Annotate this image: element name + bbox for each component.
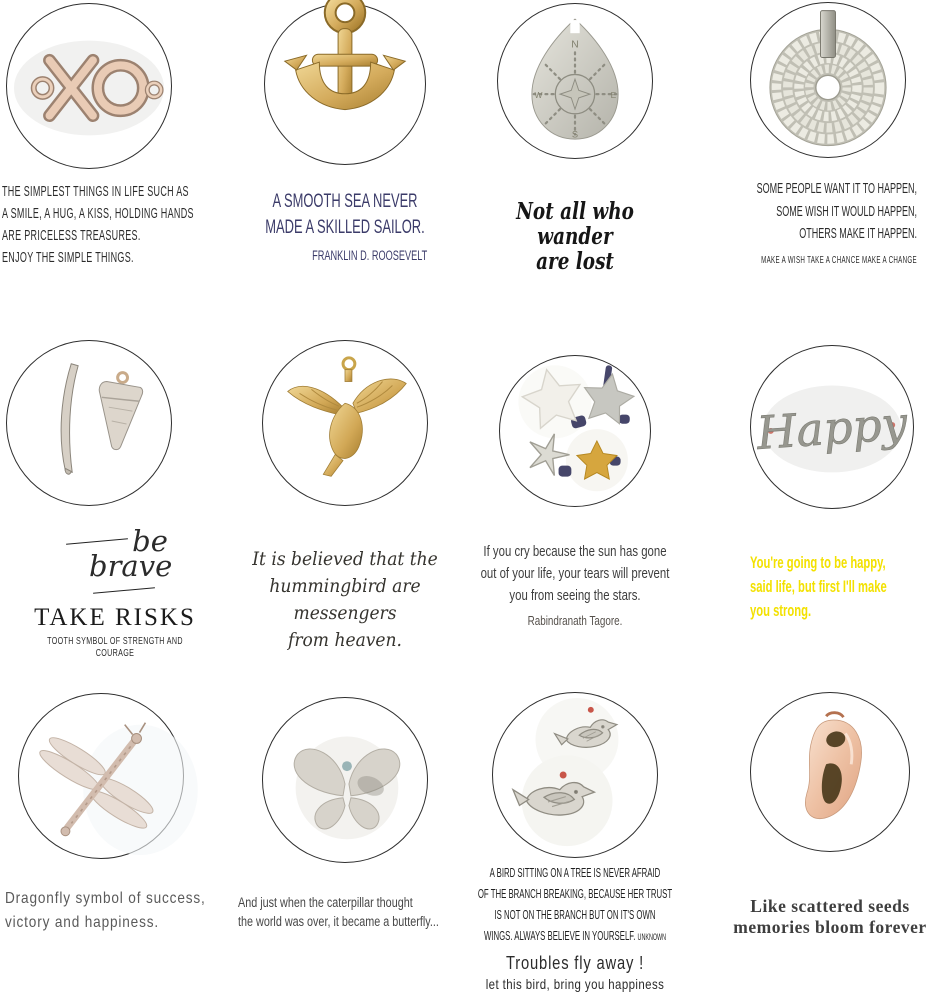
quote-text: A SMOOTH SEA NEVER MADE A SKILLED SAILOR. FRANKLIN D. ROOSEVELT xyxy=(253,189,437,269)
charm-card-dragonfly xyxy=(0,660,230,969)
charm-photo-tusk-tooth[interactable] xyxy=(6,340,172,506)
charm-photo-happy[interactable] xyxy=(750,345,914,509)
quote-attribution: UNKNOWN xyxy=(637,932,666,942)
svg-text:W: W xyxy=(533,89,542,100)
quote-extra-text: Troubles fly away ! let this bird, bring you happiness xyxy=(485,953,664,992)
birds-charm-icon xyxy=(496,696,654,854)
swash-line xyxy=(93,587,155,593)
quote-text: A BIRD SITTING ON A TREE IS NEVER AFRAID OF THE BRANCH BREAKING, BECAUSE HER TRUST IS NOT ON THE BRANCH BUT ON IT'S OWN WINGS. ALWAYS BELIEVE IN YOURSELF. UNKNOWN xyxy=(477,865,672,943)
quote-attribution: Rabindranath Tagore. xyxy=(527,613,622,628)
charm-card-stars xyxy=(460,330,689,660)
charm-photo-xo[interactable] xyxy=(6,3,172,169)
charm-photo-butterfly[interactable] xyxy=(262,697,428,863)
script-word: brave xyxy=(89,554,225,602)
svg-text:Happy: Happy xyxy=(755,396,909,460)
charm-card-mosaic-disc xyxy=(689,0,919,330)
quote-subline: MAKE A WISH TAKE A CHANCE MAKE A CHANGE xyxy=(761,254,917,266)
charm-photo-mosaic-disc[interactable] xyxy=(750,2,906,158)
charm-photo-hummingbird[interactable] xyxy=(262,340,428,506)
quote-text: You're going to be happy, said life, but first I'll make you strong. xyxy=(750,553,887,620)
quote-attribution: FRANKLIN D. ROOSEVELT xyxy=(312,248,428,263)
quote-text: Like scattered seeds memories bloom forever xyxy=(733,896,927,937)
charm-photo-compass[interactable] xyxy=(497,3,653,159)
charm-photo-bean[interactable] xyxy=(750,692,910,852)
charm-card-happy xyxy=(689,330,919,660)
charm-card-xo xyxy=(0,0,230,330)
mosaic-disc-charm-icon xyxy=(753,5,903,155)
svg-text:S: S xyxy=(571,129,578,140)
charm-card-tusk-tooth xyxy=(0,330,230,660)
quote-text: THE SIMPLEST THINGS IN LIFE SUCH AS A SMILE, A HUG, A KISS, HOLDING HANDS ARE PRICELESS TREASURES. ENJOY THE SIMPLE THINGS. xyxy=(2,184,194,266)
charm-card-birds xyxy=(460,660,689,992)
charm-photo-dragonfly[interactable] xyxy=(18,693,184,859)
charm-card-butterfly xyxy=(230,660,460,969)
xo-charm-icon xyxy=(10,7,168,165)
quote-text: Not all who wander are lost xyxy=(515,198,634,275)
charm-photo-anchor[interactable] xyxy=(264,3,426,165)
quote-text: SOME PEOPLE WANT IT TO HAPPEN, SOME WISH IT WOULD HAPPEN, OTHERS MAKE IT HAPPEN. MAKE A WISH TAKE A CHANCE MAKE A CHANGE xyxy=(689,178,917,272)
charm-card-anchor xyxy=(230,0,460,330)
quote-text: If you cry because the sun has gone out of your life, your tears will prevent you from seeing the stars. Rabindranath Tagore. xyxy=(461,541,689,632)
quote-subline: TOOTH SYMBOL OF STRENGTH AND COURAGE xyxy=(47,635,183,659)
charm-card-hummingbird xyxy=(230,330,460,660)
quote-text: Dragonfly symbol of success, victory and happiness. xyxy=(5,890,206,931)
butterfly-charm-icon xyxy=(266,701,424,859)
charm-photo-stars[interactable] xyxy=(499,355,651,507)
bean-charm-icon xyxy=(753,695,907,849)
dragonfly-charm-icon xyxy=(22,697,180,855)
charm-card-bean xyxy=(689,660,927,969)
anchor-charm-icon xyxy=(266,0,424,163)
charm-photo-birds[interactable] xyxy=(492,692,658,858)
quote-text: And just when the caterpillar thought the world was over, it became a butterfly... xyxy=(238,895,439,929)
quote-text xyxy=(5,524,225,659)
tusk-and-tooth-charm-icon xyxy=(10,344,168,502)
stars-charm-icon xyxy=(502,358,648,504)
happy-word-charm-icon xyxy=(753,348,911,506)
svg-text:N: N xyxy=(570,39,579,51)
hummingbird-charm-icon xyxy=(266,344,424,502)
quote-title: TAKE RISKS xyxy=(34,604,196,631)
svg-text:E: E xyxy=(610,89,616,100)
swash-line xyxy=(66,538,128,544)
script-word: be xyxy=(5,528,225,554)
compass-charm-icon xyxy=(500,6,650,156)
charm-card-compass xyxy=(460,0,689,330)
quote-text: It is believed that the hummingbird are messengers from heaven. xyxy=(252,548,438,651)
